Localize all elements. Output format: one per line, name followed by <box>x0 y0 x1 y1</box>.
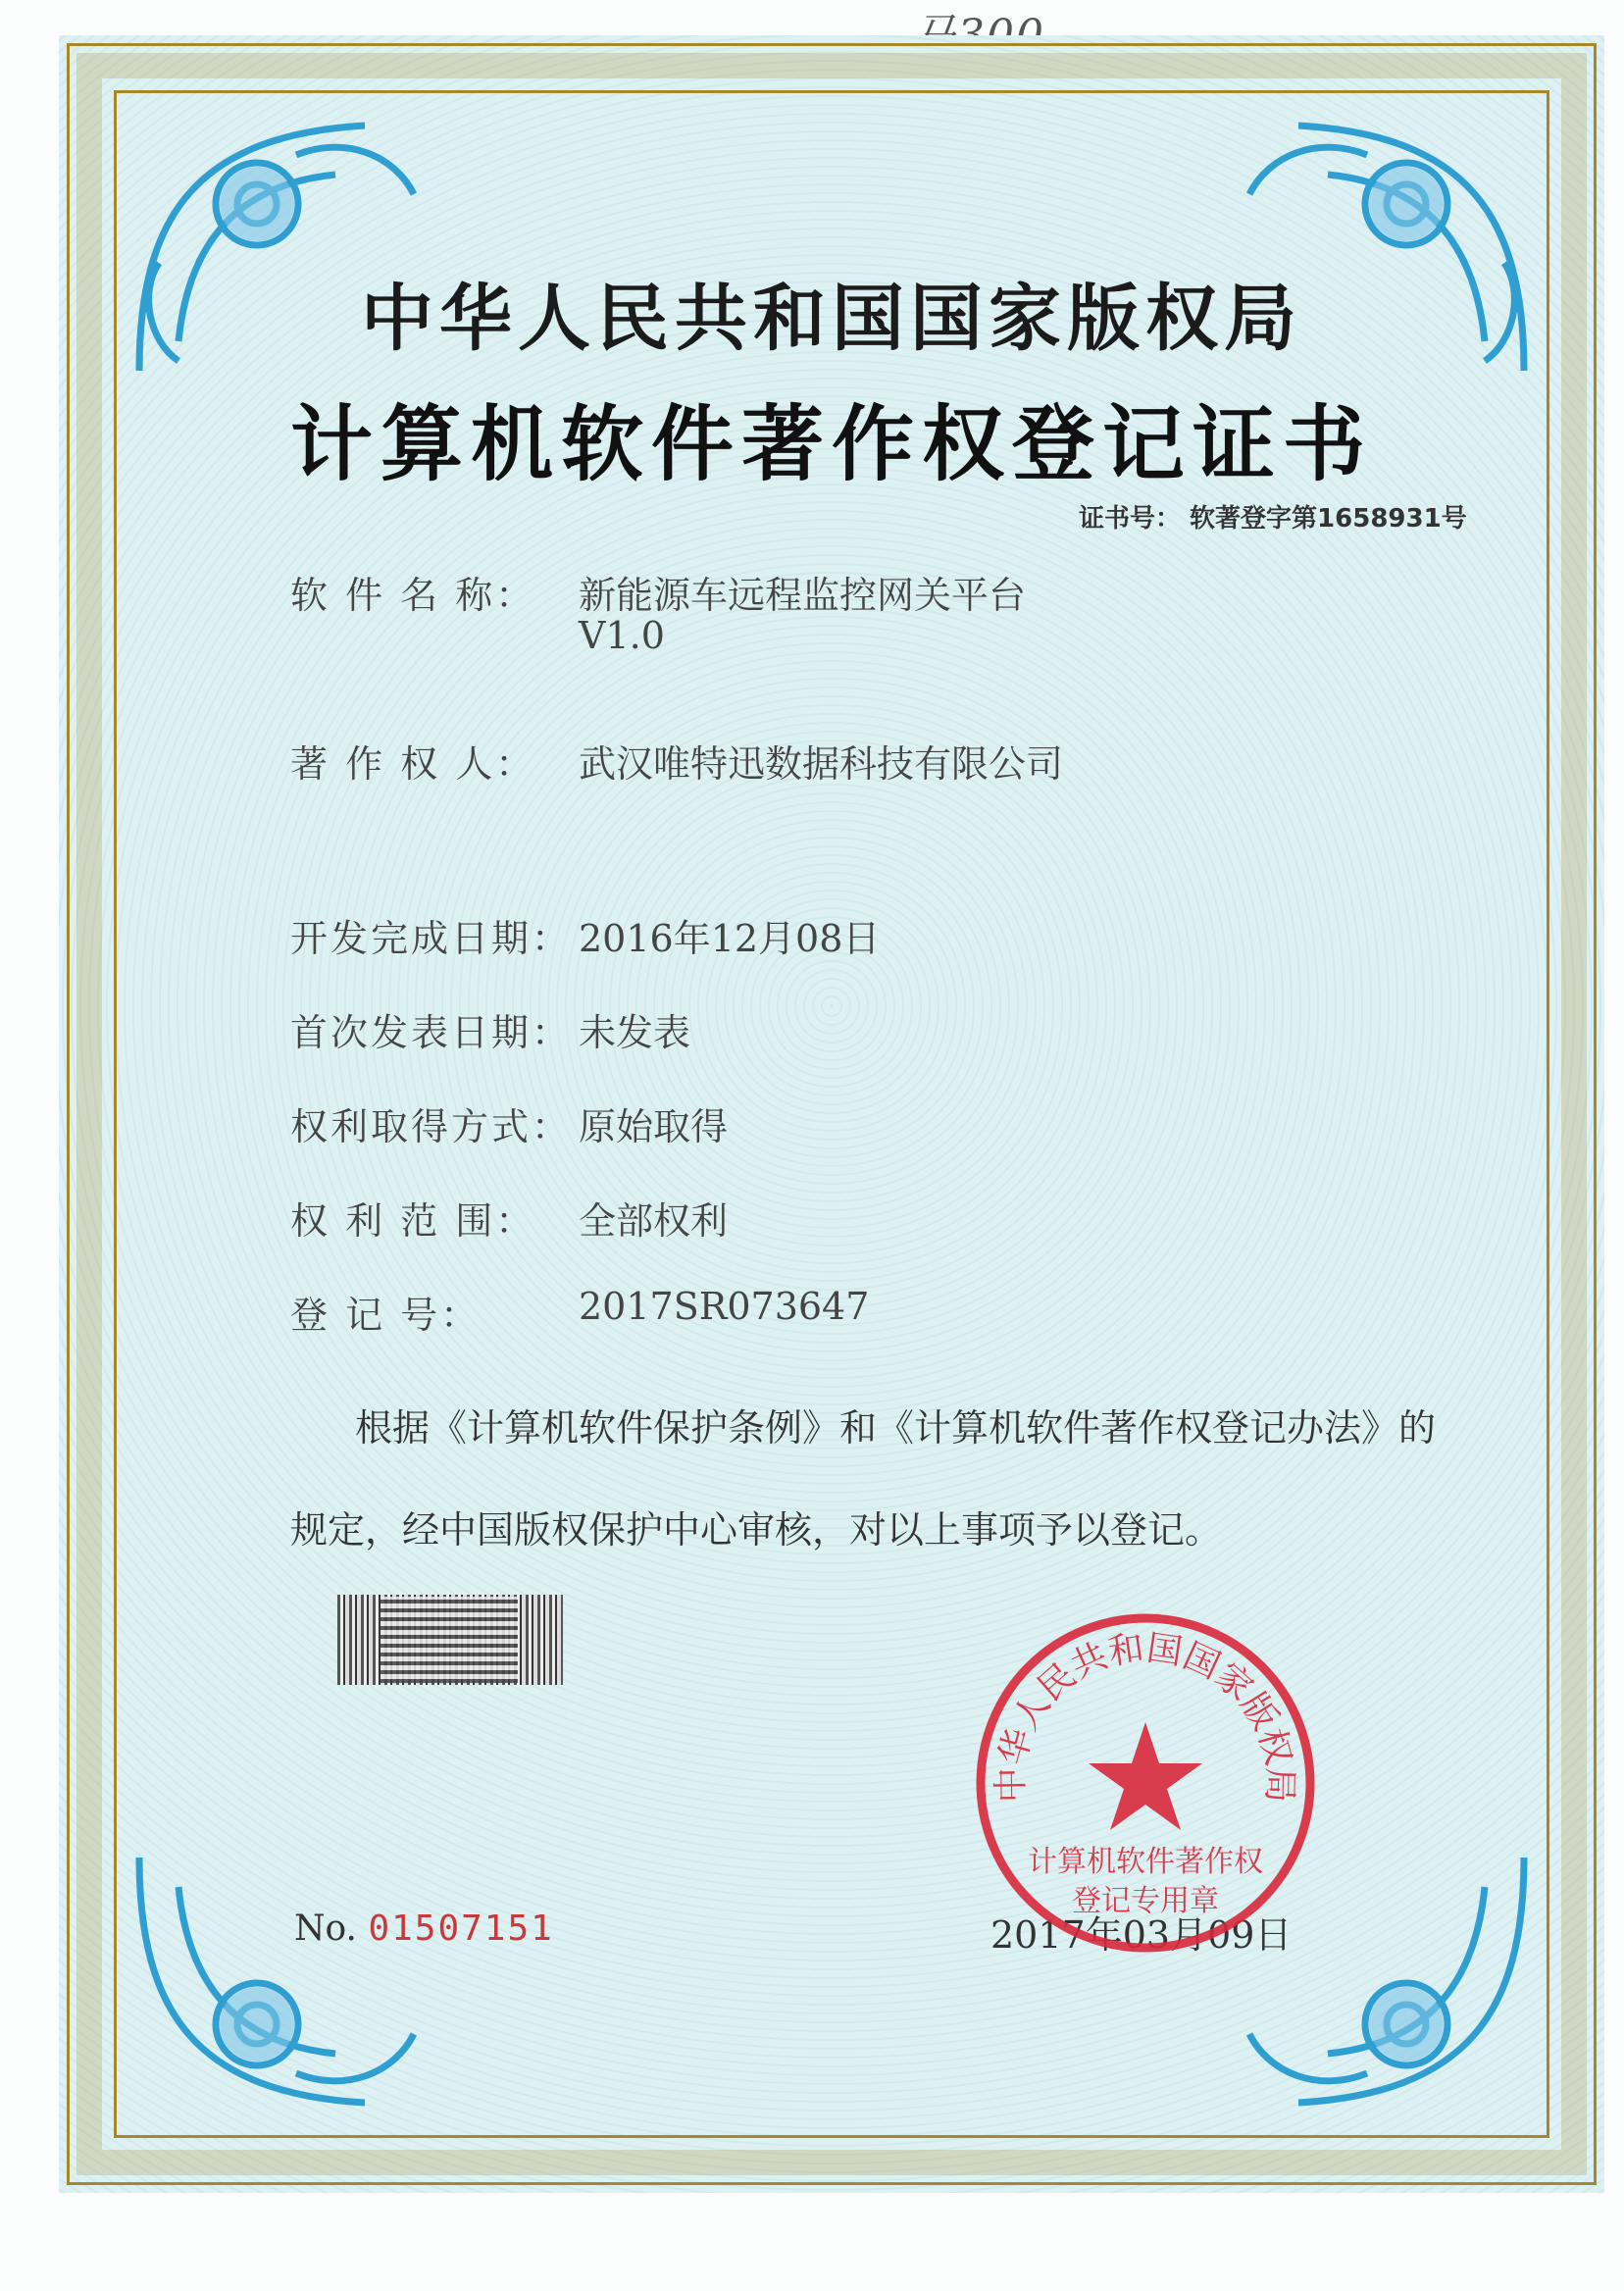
field-value: 未发表 <box>579 1011 691 1054</box>
field-value: 武汉唯特迅数据科技有限公司 <box>579 742 1064 786</box>
serial-number <box>294 1909 554 1949</box>
field-registration-number <box>290 1285 870 1339</box>
certificate-number: 证书号： 软著登字第1658931号 <box>1079 504 1467 534</box>
seal-ring-text: 中华人民共和国国家版权局 <box>990 1628 1300 1804</box>
statement-paragraph <box>290 1377 1506 1581</box>
field-first-publication-date <box>290 1002 691 1056</box>
serial-prefix: No. <box>294 1909 357 1949</box>
serial-value: 01507151 <box>368 1909 554 1949</box>
field-value: 2016年12月08日 <box>579 917 881 960</box>
field-label: 首次发表日期： <box>290 1011 573 1054</box>
issuing-authority: 中华人民共和国国家版权局 <box>361 277 1302 361</box>
qr-code-icon <box>381 1597 518 1683</box>
field-label: 登 记 号： <box>290 1294 482 1337</box>
field-value: 全部权利 <box>579 1199 729 1243</box>
corner-ornament-icon <box>120 1838 443 2132</box>
field-value: 原始取得 <box>579 1105 729 1148</box>
official-seal-icon <box>969 1606 1322 1960</box>
field-label: 著 作 权 人： <box>290 742 536 786</box>
field-acquisition-method <box>290 1096 729 1150</box>
field-label: 开发完成日期： <box>290 917 573 960</box>
field-copyright-owner <box>290 734 1064 788</box>
statement-line: 规定，经中国版权保护中心审核，对以上事项予以登记。 <box>290 1508 1223 1552</box>
issue-date: 2017年03月09日 <box>990 1913 1293 1957</box>
field-completion-date <box>290 908 881 962</box>
field-rights-scope <box>290 1191 729 1245</box>
certificate-title: 计算机软件著作权登记证书 <box>289 395 1373 492</box>
statement-line: 根据《计算机软件保护条例》和《计算机软件著作权登记办法》的 <box>355 1406 1437 1450</box>
field-label: 权 利 范 围： <box>290 1199 536 1243</box>
field-value: 新能源车远程监控网关平台 <box>579 574 1027 617</box>
field-label: 权利取得方式： <box>290 1105 573 1148</box>
field-value-version: V1.0 <box>579 614 665 657</box>
certificate <box>59 35 1604 2193</box>
star-icon <box>1089 1722 1202 1830</box>
seal-line2: 登记专用章 <box>1072 1884 1219 1918</box>
seal-line1: 计算机软件著作权 <box>1028 1845 1263 1879</box>
field-software-name <box>290 565 1027 657</box>
barcode-icon <box>337 1595 563 1685</box>
field-label: 软 件 名 称： <box>290 574 536 617</box>
field-value: 2017SR073647 <box>579 1285 870 1328</box>
